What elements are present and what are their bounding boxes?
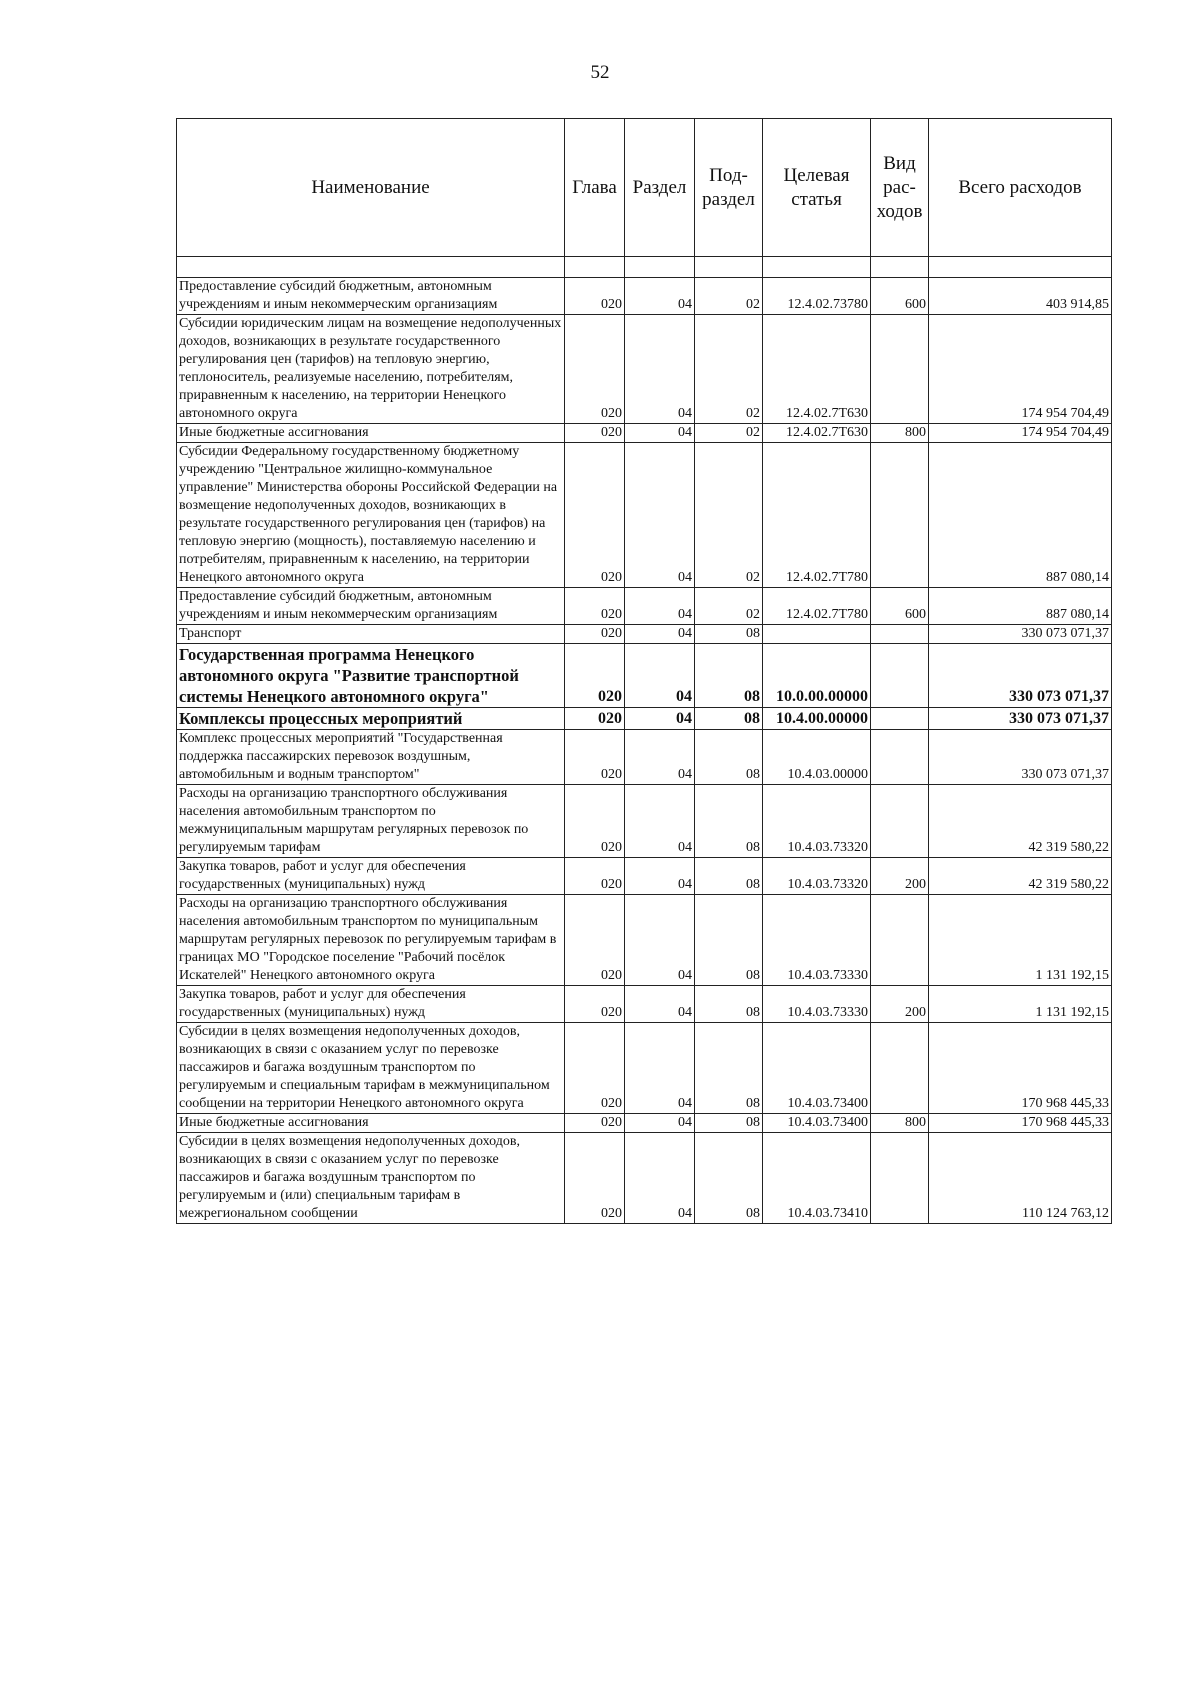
spacer-cell — [565, 257, 625, 278]
cell-name: Государственная программа Ненецкого автономного округа "Развитие транспортной системы Ненецкого автономного округа" — [177, 644, 565, 708]
cell-type — [871, 785, 929, 858]
table-row — [177, 785, 1112, 858]
cell-name: Предоставление субсидий бюджетным, автономным учреждениям и иным некоммерческим организациям — [177, 278, 565, 315]
cell-type — [871, 1023, 929, 1114]
cell-subsection: 08 — [695, 895, 763, 986]
cell-total: 174 954 704,49 — [929, 424, 1112, 443]
cell-type — [871, 625, 929, 644]
cell-chapter: 020 — [565, 895, 625, 986]
cell-type — [871, 895, 929, 986]
cell-section: 04 — [625, 424, 695, 443]
table-row — [177, 895, 1112, 986]
cell-type — [871, 708, 929, 730]
cell-name: Транспорт — [177, 625, 565, 644]
cell-total: 330 073 071,37 — [929, 625, 1112, 644]
cell-target — [763, 625, 871, 644]
cell-chapter: 020 — [565, 1114, 625, 1133]
cell-subsection: 02 — [695, 278, 763, 315]
cell-chapter: 020 — [565, 588, 625, 625]
cell-subsection: 08 — [695, 785, 763, 858]
cell-name: Иные бюджетные ассигнования — [177, 424, 565, 443]
cell-section: 04 — [625, 986, 695, 1023]
cell-type — [871, 443, 929, 588]
table-row — [177, 315, 1112, 424]
cell-chapter: 020 — [565, 315, 625, 424]
table-body — [177, 278, 1112, 1224]
cell-target: 10.4.00.00000 — [763, 708, 871, 730]
cell-target: 12.4.02.7Т630 — [763, 315, 871, 424]
table-row — [177, 443, 1112, 588]
cell-total: 1 131 192,15 — [929, 986, 1112, 1023]
cell-chapter: 020 — [565, 785, 625, 858]
cell-subsection: 08 — [695, 1133, 763, 1224]
table-row — [177, 1023, 1112, 1114]
cell-type: 600 — [871, 278, 929, 315]
cell-type — [871, 644, 929, 708]
header-type: Вид рас- ходов — [871, 119, 929, 257]
cell-total: 110 124 763,12 — [929, 1133, 1112, 1224]
table-row — [177, 644, 1112, 708]
budget-table — [176, 118, 1112, 1224]
cell-total: 42 319 580,22 — [929, 785, 1112, 858]
table-row — [177, 730, 1112, 785]
table-row — [177, 625, 1112, 644]
cell-type — [871, 730, 929, 785]
table-row — [177, 424, 1112, 443]
cell-name: Расходы на организацию транспортного обслуживания населения автомобильным транспортом по муниципальным маршрутам регулярных перевозок по регулируемым тарифам в границах МО "Городское поселение "Рабочий посёлок Искателей" Ненецкого автономного округа — [177, 895, 565, 986]
cell-name: Субсидии Федеральному государственному бюджетному учреждению "Центральное жилищно-коммунальное управление" Министерства обороны Российской Федерации на возмещение недополученных доходов, возникающих в результате государственного регулирования цен (тарифов) на тепловую энергию (мощность), поставляемую населению и потребителям, приравненным к населению, на территории Ненецкого автономного округа — [177, 443, 565, 588]
cell-total: 1 131 192,15 — [929, 895, 1112, 986]
cell-total: 330 073 071,37 — [929, 708, 1112, 730]
cell-subsection: 02 — [695, 424, 763, 443]
cell-name: Иные бюджетные ассигнования — [177, 1114, 565, 1133]
cell-section: 04 — [625, 315, 695, 424]
spacer-cell — [929, 257, 1112, 278]
cell-chapter: 020 — [565, 986, 625, 1023]
cell-chapter: 020 — [565, 858, 625, 895]
header-spacer-row — [177, 257, 1112, 278]
cell-total: 887 080,14 — [929, 443, 1112, 588]
cell-section: 04 — [625, 1114, 695, 1133]
cell-chapter: 020 — [565, 644, 625, 708]
header-subsection: Под- раздел — [695, 119, 763, 257]
cell-total: 170 968 445,33 — [929, 1023, 1112, 1114]
cell-type: 800 — [871, 424, 929, 443]
cell-type — [871, 1133, 929, 1224]
cell-subsection: 08 — [695, 986, 763, 1023]
cell-chapter: 020 — [565, 708, 625, 730]
cell-target: 10.4.03.73400 — [763, 1114, 871, 1133]
cell-name: Закупка товаров, работ и услуг для обеспечения государственных (муниципальных) нужд — [177, 858, 565, 895]
cell-target: 10.4.03.73320 — [763, 785, 871, 858]
cell-chapter: 020 — [565, 730, 625, 785]
cell-section: 04 — [625, 644, 695, 708]
table-row — [177, 986, 1112, 1023]
cell-chapter: 020 — [565, 443, 625, 588]
cell-chapter: 020 — [565, 625, 625, 644]
cell-target: 12.4.02.7Т780 — [763, 443, 871, 588]
cell-section: 04 — [625, 625, 695, 644]
page-number: 52 — [590, 62, 610, 83]
cell-name: Субсидии юридическим лицам на возмещение недополученных доходов, возникающих в результате государственного регулирования цен (тарифов) на тепловую энергию, теплоноситель, реализуемые населению, потребителям, приравненным к населению, на территории Ненецкого автономного округа — [177, 315, 565, 424]
cell-chapter: 020 — [565, 1133, 625, 1224]
cell-name: Закупка товаров, работ и услуг для обеспечения государственных (муниципальных) нужд — [177, 986, 565, 1023]
cell-type: 800 — [871, 1114, 929, 1133]
cell-subsection: 02 — [695, 315, 763, 424]
cell-name: Комплексы процессных мероприятий — [177, 708, 565, 730]
table-row — [177, 588, 1112, 625]
cell-subsection: 08 — [695, 625, 763, 644]
cell-target: 10.4.03.73330 — [763, 986, 871, 1023]
table-row — [177, 858, 1112, 895]
cell-section: 04 — [625, 785, 695, 858]
cell-name: Предоставление субсидий бюджетным, автономным учреждениям и иным некоммерческим организациям — [177, 588, 565, 625]
spacer-cell — [871, 257, 929, 278]
cell-name: Субсидии в целях возмещения недополученных доходов, возникающих в связи с оказанием услуг по перевозке пассажиров и багажа воздушным транспортом по регулируемым и специальным тарифам в межмуниципальном сообщении на территории Ненецкого автономного округа — [177, 1023, 565, 1114]
cell-section: 04 — [625, 858, 695, 895]
cell-type: 200 — [871, 858, 929, 895]
header-row — [177, 119, 1112, 257]
cell-section: 04 — [625, 278, 695, 315]
cell-target: 10.4.03.73330 — [763, 895, 871, 986]
cell-section: 04 — [625, 895, 695, 986]
spacer-cell — [625, 257, 695, 278]
cell-section: 04 — [625, 1023, 695, 1114]
cell-total: 403 914,85 — [929, 278, 1112, 315]
cell-subsection: 02 — [695, 443, 763, 588]
spacer-cell — [763, 257, 871, 278]
cell-type: 600 — [871, 588, 929, 625]
cell-target: 10.4.03.73320 — [763, 858, 871, 895]
cell-total: 330 073 071,37 — [929, 644, 1112, 708]
cell-target: 10.4.03.73400 — [763, 1023, 871, 1114]
cell-target: 10.4.03.00000 — [763, 730, 871, 785]
cell-chapter: 020 — [565, 278, 625, 315]
cell-section: 04 — [625, 730, 695, 785]
table-row — [177, 1114, 1112, 1133]
cell-chapter: 020 — [565, 1023, 625, 1114]
cell-name: Расходы на организацию транспортного обслуживания населения автомобильным транспортом по межмуниципальным маршрутам регулярных перевозок по регулируемым тарифам — [177, 785, 565, 858]
cell-name: Комплекс процессных мероприятий "Государственная поддержка пассажирских перевозок воздушным, автомобильным и водным транспортом" — [177, 730, 565, 785]
cell-subsection: 08 — [695, 1023, 763, 1114]
cell-type — [871, 315, 929, 424]
cell-subsection: 08 — [695, 644, 763, 708]
cell-target: 12.4.02.7Т630 — [763, 424, 871, 443]
table-row — [177, 1133, 1112, 1224]
cell-subsection: 08 — [695, 730, 763, 785]
cell-total: 330 073 071,37 — [929, 730, 1112, 785]
cell-section: 04 — [625, 708, 695, 730]
cell-target: 10.4.03.73410 — [763, 1133, 871, 1224]
cell-section: 04 — [625, 588, 695, 625]
header-section: Раздел — [625, 119, 695, 257]
cell-total: 170 968 445,33 — [929, 1114, 1112, 1133]
table-row — [177, 708, 1112, 730]
cell-subsection: 08 — [695, 708, 763, 730]
cell-target: 12.4.02.7Т780 — [763, 588, 871, 625]
cell-subsection: 08 — [695, 1114, 763, 1133]
cell-section: 04 — [625, 443, 695, 588]
cell-type: 200 — [871, 986, 929, 1023]
cell-target: 12.4.02.73780 — [763, 278, 871, 315]
header-chapter: Глава — [565, 119, 625, 257]
cell-total: 887 080,14 — [929, 588, 1112, 625]
table-row — [177, 278, 1112, 315]
spacer-cell — [695, 257, 763, 278]
header-target: Целевая статья — [763, 119, 871, 257]
cell-subsection: 02 — [695, 588, 763, 625]
header-name: Наименование — [177, 119, 565, 257]
spacer-cell — [177, 257, 565, 278]
cell-section: 04 — [625, 1133, 695, 1224]
header-total: Всего расходов — [929, 119, 1112, 257]
cell-total: 174 954 704,49 — [929, 315, 1112, 424]
cell-target: 10.0.00.00000 — [763, 644, 871, 708]
cell-total: 42 319 580,22 — [929, 858, 1112, 895]
cell-chapter: 020 — [565, 424, 625, 443]
cell-subsection: 08 — [695, 858, 763, 895]
cell-name: Субсидии в целях возмещения недополученных доходов, возникающих в связи с оказанием услуг по перевозке пассажиров и багажа воздушным транспортом по регулируемым и (или) специальным тарифам в межрегиональном сообщении — [177, 1133, 565, 1224]
